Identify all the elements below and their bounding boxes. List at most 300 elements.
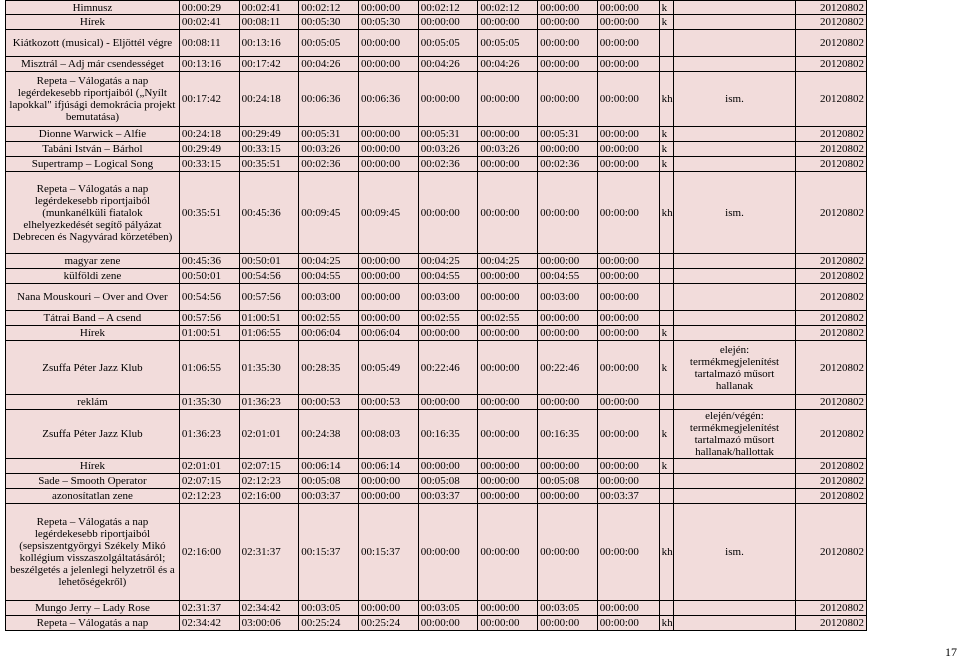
- cell-code: [659, 474, 674, 489]
- cell-title: Nana Mouskouri – Over and Over: [6, 284, 180, 311]
- cell-t4: 00:00:00: [358, 142, 418, 157]
- cell-t4: 00:00:00: [358, 601, 418, 616]
- cell-t1: 00:24:18: [179, 127, 239, 142]
- cell-t3: 00:05:08: [299, 474, 359, 489]
- cell-t3: 00:02:36: [299, 157, 359, 172]
- cell-t8: 00:00:00: [597, 269, 659, 284]
- cell-t3: 00:05:30: [299, 15, 359, 30]
- cell-t8: 00:00:00: [597, 601, 659, 616]
- cell-t3: 00:00:53: [299, 395, 359, 410]
- cell-t3: 00:24:38: [299, 410, 359, 459]
- cell-t5: 00:00:00: [418, 15, 478, 30]
- cell-t2: 00:33:15: [239, 142, 299, 157]
- cell-t4: 00:00:00: [358, 254, 418, 269]
- cell-t2: 01:36:23: [239, 395, 299, 410]
- cell-code: k: [659, 410, 674, 459]
- cell-t6: 00:03:26: [478, 142, 538, 157]
- cell-t3: 00:04:55: [299, 269, 359, 284]
- cell-ism: [674, 616, 796, 631]
- cell-t5: 00:16:35: [418, 410, 478, 459]
- cell-t1: 01:00:51: [179, 326, 239, 341]
- cell-t3: 00:28:35: [299, 341, 359, 395]
- table-row: [6, 142, 867, 157]
- cell-ism: elején: termékmegjelenítést tartalmazó műsort hallanak: [674, 341, 796, 395]
- cell-t5: 00:03:37: [418, 489, 478, 504]
- cell-t6: 00:00:00: [478, 504, 538, 601]
- cell-t5: 00:00:00: [418, 72, 478, 127]
- cell-ism: [674, 311, 796, 326]
- cell-t1: 02:01:01: [179, 459, 239, 474]
- cell-ism: [674, 326, 796, 341]
- cell-date: 20120802: [795, 15, 866, 30]
- table-row: [6, 172, 867, 254]
- cell-title: Misztrál – Adj már csendességet: [6, 57, 180, 72]
- cell-t1: 00:00:29: [179, 1, 239, 15]
- broadcast-log-table: [5, 0, 867, 631]
- cell-t4: 00:09:45: [358, 172, 418, 254]
- cell-title: Tátrai Band – A csend: [6, 311, 180, 326]
- cell-t2: 02:01:01: [239, 410, 299, 459]
- cell-t2: 00:29:49: [239, 127, 299, 142]
- cell-t6: 00:00:00: [478, 601, 538, 616]
- cell-code: [659, 395, 674, 410]
- cell-t1: 01:06:55: [179, 341, 239, 395]
- table-row: [6, 1, 867, 15]
- cell-t6: 00:00:00: [478, 172, 538, 254]
- cell-t2: 00:54:56: [239, 269, 299, 284]
- cell-t2: 02:34:42: [239, 601, 299, 616]
- cell-date: 20120802: [795, 30, 866, 57]
- cell-t5: 00:03:00: [418, 284, 478, 311]
- cell-title: Kiátkozott (musical) - Eljöttél végre: [6, 30, 180, 57]
- table-row: [6, 504, 867, 601]
- cell-t2: 02:31:37: [239, 504, 299, 601]
- table-row: [6, 410, 867, 459]
- cell-title: magyar zene: [6, 254, 180, 269]
- cell-t8: 00:00:00: [597, 72, 659, 127]
- cell-t7: 00:04:55: [538, 269, 598, 284]
- cell-t5: 00:05:08: [418, 474, 478, 489]
- table-row: [6, 341, 867, 395]
- cell-t5: 00:00:00: [418, 172, 478, 254]
- cell-t1: 02:31:37: [179, 601, 239, 616]
- cell-t6: 00:00:00: [478, 72, 538, 127]
- cell-title: Sade – Smooth Operator: [6, 474, 180, 489]
- table-row: [6, 616, 867, 631]
- cell-t6: 00:00:00: [478, 616, 538, 631]
- cell-t4: 00:00:00: [358, 1, 418, 15]
- cell-t3: 00:04:25: [299, 254, 359, 269]
- cell-date: 20120802: [795, 410, 866, 459]
- cell-t5: 00:00:00: [418, 326, 478, 341]
- cell-t2: 02:07:15: [239, 459, 299, 474]
- cell-t5: 00:05:31: [418, 127, 478, 142]
- cell-t2: 00:50:01: [239, 254, 299, 269]
- cell-t4: 00:00:00: [358, 57, 418, 72]
- cell-t7: 00:16:35: [538, 410, 598, 459]
- cell-date: 20120802: [795, 504, 866, 601]
- table-row: [6, 72, 867, 127]
- cell-code: [659, 254, 674, 269]
- table-row: [6, 30, 867, 57]
- cell-t7: 00:00:00: [538, 395, 598, 410]
- table-row: [6, 311, 867, 326]
- cell-t1: 00:08:11: [179, 30, 239, 57]
- table-row: [6, 395, 867, 410]
- cell-ism: elején/végén: termékmegjelenítést tartalmazó műsort hallanak/hallottak: [674, 410, 796, 459]
- cell-code: [659, 601, 674, 616]
- cell-t8: 00:00:00: [597, 395, 659, 410]
- cell-code: kh: [659, 172, 674, 254]
- cell-t6: 00:02:55: [478, 311, 538, 326]
- cell-t1: 00:17:42: [179, 72, 239, 127]
- cell-t5: 00:22:46: [418, 341, 478, 395]
- cell-ism: [674, 254, 796, 269]
- cell-date: 20120802: [795, 601, 866, 616]
- cell-date: 20120802: [795, 157, 866, 172]
- cell-t3: 00:25:24: [299, 616, 359, 631]
- cell-t4: 00:00:00: [358, 30, 418, 57]
- cell-t6: 00:04:26: [478, 57, 538, 72]
- cell-ism: [674, 30, 796, 57]
- cell-t2: 02:12:23: [239, 474, 299, 489]
- cell-t4: 00:00:53: [358, 395, 418, 410]
- cell-t3: 00:15:37: [299, 504, 359, 601]
- cell-t4: 00:06:36: [358, 72, 418, 127]
- cell-date: 20120802: [795, 127, 866, 142]
- cell-t5: 00:05:05: [418, 30, 478, 57]
- cell-t7: 00:03:05: [538, 601, 598, 616]
- cell-ism: ism.: [674, 504, 796, 601]
- cell-t5: 00:04:26: [418, 57, 478, 72]
- cell-t6: 00:05:05: [478, 30, 538, 57]
- cell-t6: 00:00:00: [478, 410, 538, 459]
- cell-t2: 00:57:56: [239, 284, 299, 311]
- cell-t3: 00:02:55: [299, 311, 359, 326]
- cell-ism: [674, 284, 796, 311]
- cell-t8: 00:00:00: [597, 254, 659, 269]
- cell-t5: 00:00:00: [418, 459, 478, 474]
- cell-title: Repeta – Válogatás a nap legérdekesebb riportjaiból (sepsiszentgyörgyi Székely Mikó kollégium visszaszolgáltatásáról; beszélgetés a jelenlegi helyzetről és a lehetőségekről): [6, 504, 180, 601]
- cell-t2: 01:00:51: [239, 311, 299, 326]
- table-row: [6, 57, 867, 72]
- cell-t5: 00:03:05: [418, 601, 478, 616]
- cell-date: 20120802: [795, 269, 866, 284]
- cell-t3: 00:05:05: [299, 30, 359, 57]
- cell-t6: 00:00:00: [478, 326, 538, 341]
- cell-t8: 00:00:00: [597, 157, 659, 172]
- cell-t1: 00:35:51: [179, 172, 239, 254]
- cell-t7: 00:00:00: [538, 254, 598, 269]
- cell-code: k: [659, 326, 674, 341]
- cell-t1: 02:16:00: [179, 504, 239, 601]
- cell-t2: 00:24:18: [239, 72, 299, 127]
- cell-code: k: [659, 142, 674, 157]
- cell-t8: 00:00:00: [597, 172, 659, 254]
- cell-t1: 00:02:41: [179, 15, 239, 30]
- cell-ism: [674, 601, 796, 616]
- cell-t7: 00:00:00: [538, 57, 598, 72]
- cell-t7: 00:02:36: [538, 157, 598, 172]
- cell-title: Hírek: [6, 15, 180, 30]
- cell-title: Himnusz: [6, 1, 180, 15]
- cell-t7: 00:22:46: [538, 341, 598, 395]
- cell-t5: 00:04:25: [418, 254, 478, 269]
- cell-t4: 00:00:00: [358, 127, 418, 142]
- table-row: [6, 254, 867, 269]
- cell-t4: 00:00:00: [358, 157, 418, 172]
- cell-ism: [674, 142, 796, 157]
- cell-t1: 01:35:30: [179, 395, 239, 410]
- table-row: [6, 284, 867, 311]
- cell-t3: 00:06:14: [299, 459, 359, 474]
- cell-code: kh: [659, 616, 674, 631]
- cell-t5: 00:00:00: [418, 616, 478, 631]
- cell-t7: 00:00:00: [538, 1, 598, 15]
- cell-t4: 00:05:30: [358, 15, 418, 30]
- cell-t5: 00:02:12: [418, 1, 478, 15]
- cell-t2: 00:35:51: [239, 157, 299, 172]
- cell-t1: 00:57:56: [179, 311, 239, 326]
- cell-t6: 00:00:00: [478, 269, 538, 284]
- table-row: [6, 459, 867, 474]
- cell-t8: 00:00:00: [597, 474, 659, 489]
- cell-t3: 00:06:04: [299, 326, 359, 341]
- cell-t4: 00:05:49: [358, 341, 418, 395]
- cell-t8: 00:00:00: [597, 142, 659, 157]
- cell-code: [659, 30, 674, 57]
- cell-code: [659, 489, 674, 504]
- cell-t8: 00:00:00: [597, 311, 659, 326]
- cell-t2: 01:06:55: [239, 326, 299, 341]
- cell-date: 20120802: [795, 489, 866, 504]
- cell-t6: 00:00:00: [478, 489, 538, 504]
- cell-t1: 00:33:15: [179, 157, 239, 172]
- cell-title: Hírek: [6, 326, 180, 341]
- cell-t3: 00:02:12: [299, 1, 359, 15]
- cell-t4: 00:15:37: [358, 504, 418, 601]
- cell-t2: 00:02:41: [239, 1, 299, 15]
- cell-ism: [674, 157, 796, 172]
- cell-date: 20120802: [795, 1, 866, 15]
- cell-t4: 00:06:14: [358, 459, 418, 474]
- cell-t6: 00:02:12: [478, 1, 538, 15]
- cell-t2: 01:35:30: [239, 341, 299, 395]
- table-row: [6, 474, 867, 489]
- cell-t1: 00:45:36: [179, 254, 239, 269]
- cell-t7: 00:05:31: [538, 127, 598, 142]
- cell-t6: 00:00:00: [478, 459, 538, 474]
- page-number: 17: [945, 645, 957, 659]
- cell-t1: 00:13:16: [179, 57, 239, 72]
- cell-title: Hírek: [6, 459, 180, 474]
- cell-t3: 00:03:00: [299, 284, 359, 311]
- cell-t6: 00:00:00: [478, 474, 538, 489]
- cell-ism: [674, 269, 796, 284]
- cell-date: 20120802: [795, 395, 866, 410]
- cell-t8: 00:00:00: [597, 57, 659, 72]
- cell-t3: 00:03:05: [299, 601, 359, 616]
- cell-code: k: [659, 15, 674, 30]
- cell-t1: 00:50:01: [179, 269, 239, 284]
- cell-title: Repeta – Válogatás a nap: [6, 616, 180, 631]
- cell-t5: 00:00:00: [418, 395, 478, 410]
- cell-ism: [674, 57, 796, 72]
- cell-t3: 00:04:26: [299, 57, 359, 72]
- cell-t4: 00:00:00: [358, 474, 418, 489]
- cell-t5: 00:02:55: [418, 311, 478, 326]
- cell-t4: 00:08:03: [358, 410, 418, 459]
- cell-t1: 02:34:42: [179, 616, 239, 631]
- cell-t6: 00:00:00: [478, 395, 538, 410]
- cell-title: Repeta – Válogatás a nap legérdekesebb riportjaiból („Nyílt lapokkal" ifjúsági demokrácia projekt bemutatása): [6, 72, 180, 127]
- cell-t7: 00:00:00: [538, 459, 598, 474]
- cell-title: azonosítatlan zene: [6, 489, 180, 504]
- cell-t8: 00:00:00: [597, 15, 659, 30]
- cell-t7: 00:00:00: [538, 311, 598, 326]
- cell-t5: 00:02:36: [418, 157, 478, 172]
- cell-date: 20120802: [795, 616, 866, 631]
- cell-t7: 00:00:00: [538, 30, 598, 57]
- cell-t6: 00:00:00: [478, 341, 538, 395]
- cell-t7: 00:00:00: [538, 616, 598, 631]
- cell-t4: 00:25:24: [358, 616, 418, 631]
- table-row: [6, 326, 867, 341]
- cell-t4: 00:00:00: [358, 269, 418, 284]
- table-row: [6, 127, 867, 142]
- cell-t7: 00:00:00: [538, 489, 598, 504]
- table-row: [6, 489, 867, 504]
- cell-t2: 00:08:11: [239, 15, 299, 30]
- cell-t8: 00:00:00: [597, 504, 659, 601]
- cell-date: 20120802: [795, 284, 866, 311]
- cell-title: Supertramp – Logical Song: [6, 157, 180, 172]
- cell-t8: 00:00:00: [597, 616, 659, 631]
- cell-date: 20120802: [795, 311, 866, 326]
- table-row: [6, 15, 867, 30]
- cell-title: külföldi zene: [6, 269, 180, 284]
- cell-t2: 00:13:16: [239, 30, 299, 57]
- cell-t5: 00:03:26: [418, 142, 478, 157]
- cell-ism: [674, 474, 796, 489]
- cell-t8: 00:00:00: [597, 284, 659, 311]
- cell-title: reklám: [6, 395, 180, 410]
- cell-t4: 00:06:04: [358, 326, 418, 341]
- cell-date: 20120802: [795, 57, 866, 72]
- cell-t3: 00:09:45: [299, 172, 359, 254]
- cell-code: k: [659, 157, 674, 172]
- cell-date: 20120802: [795, 254, 866, 269]
- cell-date: 20120802: [795, 326, 866, 341]
- cell-date: 20120802: [795, 72, 866, 127]
- cell-ism: [674, 459, 796, 474]
- cell-ism: [674, 127, 796, 142]
- table-row: [6, 601, 867, 616]
- cell-t1: 02:12:23: [179, 489, 239, 504]
- cell-t6: 00:00:00: [478, 15, 538, 30]
- cell-t3: 00:03:26: [299, 142, 359, 157]
- cell-t4: 00:00:00: [358, 284, 418, 311]
- cell-t8: 00:00:00: [597, 410, 659, 459]
- table-row: [6, 269, 867, 284]
- table-row: [6, 157, 867, 172]
- cell-code: k: [659, 341, 674, 395]
- cell-title: Dionne Warwick – Alfie: [6, 127, 180, 142]
- cell-t8: 00:00:00: [597, 30, 659, 57]
- cell-t7: 00:00:00: [538, 142, 598, 157]
- cell-t8: 00:00:00: [597, 326, 659, 341]
- cell-t2: 03:00:06: [239, 616, 299, 631]
- cell-ism: ism.: [674, 72, 796, 127]
- cell-t2: 00:45:36: [239, 172, 299, 254]
- cell-ism: [674, 489, 796, 504]
- cell-code: [659, 311, 674, 326]
- cell-code: k: [659, 1, 674, 15]
- cell-t8: 00:00:00: [597, 1, 659, 15]
- cell-code: [659, 284, 674, 311]
- cell-ism: [674, 15, 796, 30]
- cell-t1: 00:54:56: [179, 284, 239, 311]
- cell-code: [659, 269, 674, 284]
- cell-t7: 00:00:00: [538, 15, 598, 30]
- cell-t1: 02:07:15: [179, 474, 239, 489]
- cell-t7: 00:00:00: [538, 504, 598, 601]
- cell-t6: 00:04:25: [478, 254, 538, 269]
- cell-ism: ism.: [674, 172, 796, 254]
- cell-ism: [674, 1, 796, 15]
- cell-t1: 00:29:49: [179, 142, 239, 157]
- cell-t8: 00:03:37: [597, 489, 659, 504]
- cell-t2: 02:16:00: [239, 489, 299, 504]
- cell-t7: 00:05:08: [538, 474, 598, 489]
- cell-t7: 00:00:00: [538, 72, 598, 127]
- cell-code: kh: [659, 72, 674, 127]
- cell-t8: 00:00:00: [597, 341, 659, 395]
- cell-date: 20120802: [795, 341, 866, 395]
- cell-date: 20120802: [795, 474, 866, 489]
- cell-date: 20120802: [795, 459, 866, 474]
- cell-date: 20120802: [795, 172, 866, 254]
- cell-t8: 00:00:00: [597, 459, 659, 474]
- cell-title: Mungo Jerry – Lady Rose: [6, 601, 180, 616]
- cell-t1: 01:36:23: [179, 410, 239, 459]
- cell-t3: 00:05:31: [299, 127, 359, 142]
- cell-title: Repeta – Válogatás a nap legérdekesebb riportjaiból (munkanélküli fiatalok elhelyezkedését segítő pályázat Debrecen és Nagyvárad körzetében): [6, 172, 180, 254]
- cell-code: k: [659, 127, 674, 142]
- cell-t8: 00:00:00: [597, 127, 659, 142]
- cell-t7: 00:03:00: [538, 284, 598, 311]
- cell-t6: 00:00:00: [478, 157, 538, 172]
- cell-t2: 00:17:42: [239, 57, 299, 72]
- cell-t5: 00:04:55: [418, 269, 478, 284]
- cell-t4: 00:00:00: [358, 489, 418, 504]
- cell-t6: 00:00:00: [478, 284, 538, 311]
- cell-ism: [674, 395, 796, 410]
- cell-code: k: [659, 459, 674, 474]
- cell-date: 20120802: [795, 142, 866, 157]
- cell-t6: 00:00:00: [478, 127, 538, 142]
- cell-t5: 00:00:00: [418, 504, 478, 601]
- cell-code: kh: [659, 504, 674, 601]
- cell-code: [659, 57, 674, 72]
- cell-t7: 00:00:00: [538, 172, 598, 254]
- cell-title: Zsuffa Péter Jazz Klub: [6, 341, 180, 395]
- cell-t3: 00:03:37: [299, 489, 359, 504]
- cell-t3: 00:06:36: [299, 72, 359, 127]
- cell-title: Zsuffa Péter Jazz Klub: [6, 410, 180, 459]
- cell-t4: 00:00:00: [358, 311, 418, 326]
- cell-t7: 00:00:00: [538, 326, 598, 341]
